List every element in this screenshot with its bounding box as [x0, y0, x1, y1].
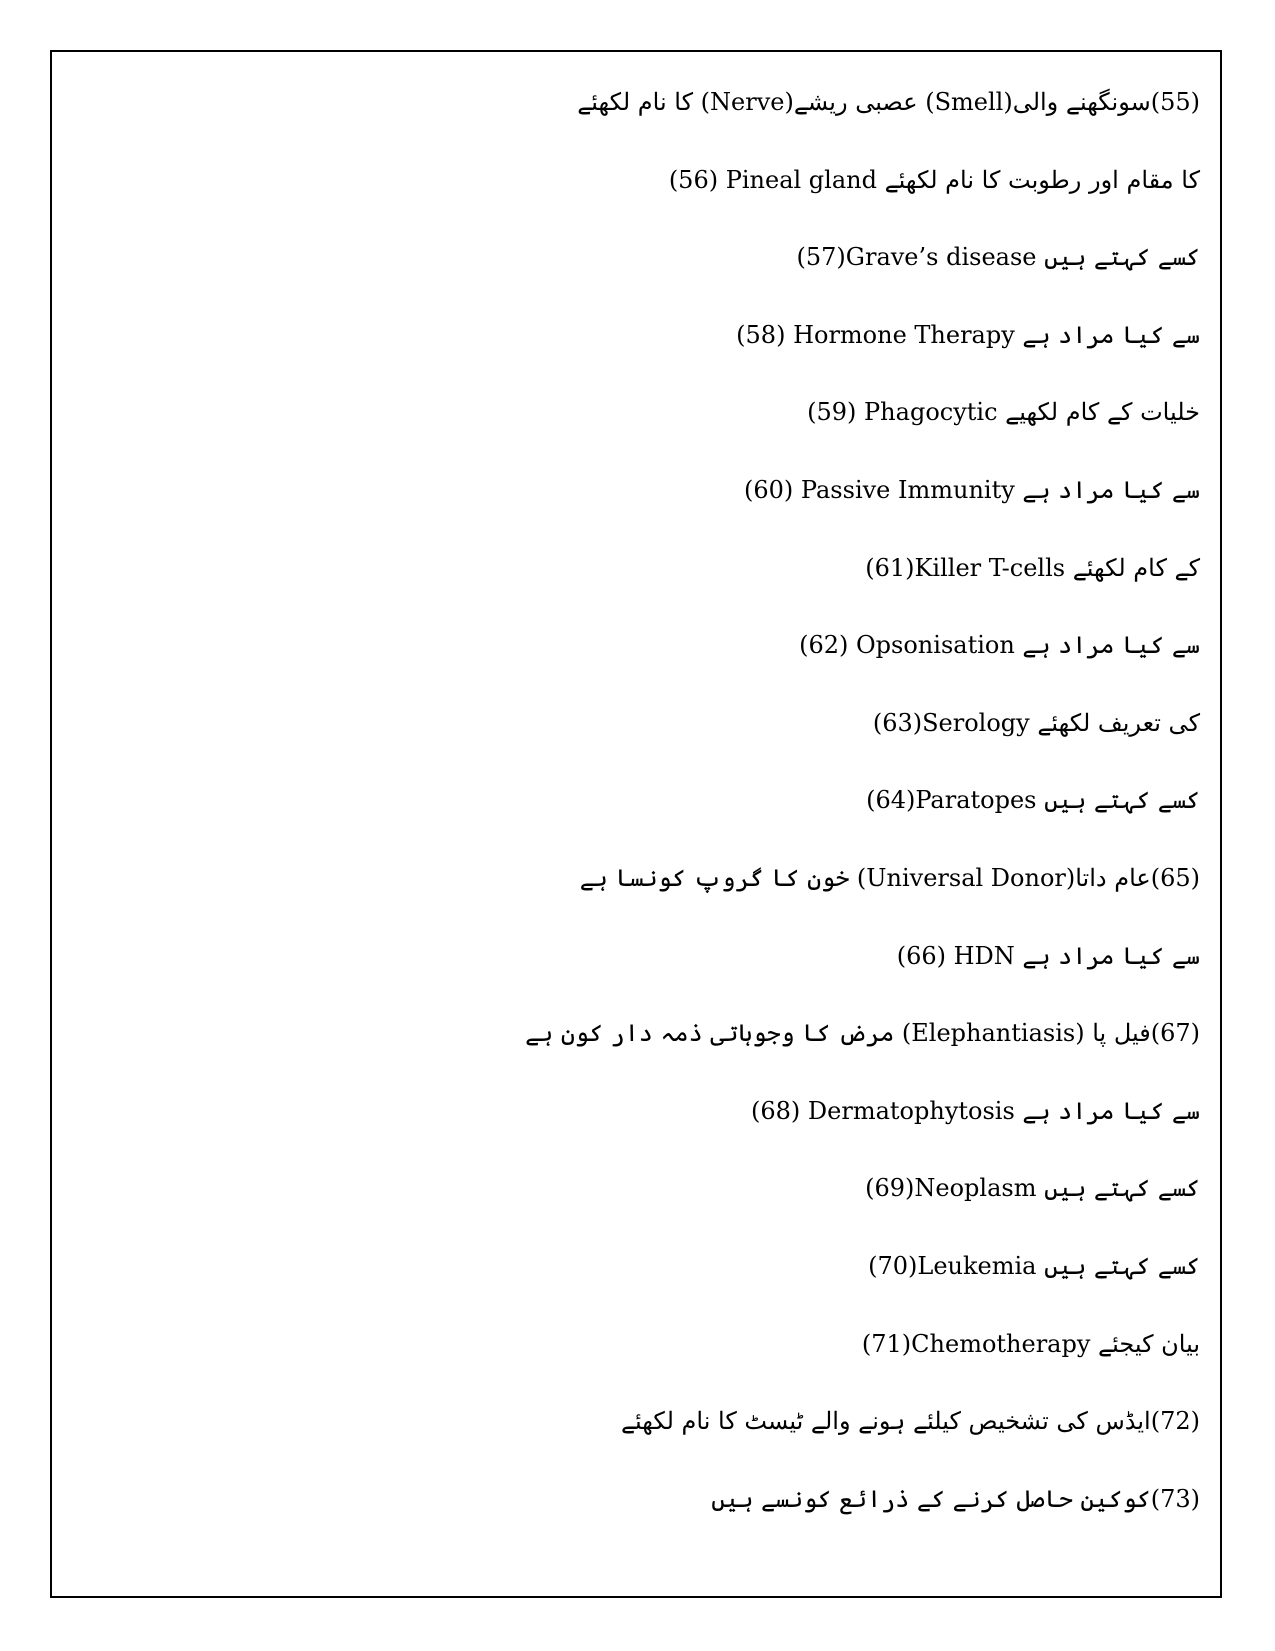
- question-text: (72)ایڈس کی تشخیص کیلئے ہونے والے ٹیسٹ کا نام لکھئے: [620, 1407, 1200, 1436]
- question-text: (59) Phagocytic خلیات کے کام لکھیے: [807, 398, 1200, 427]
- question-text: (58) Hormone Therapy سے کیا مراد ہے: [736, 320, 1200, 349]
- question-item-67: [50, 1013, 1200, 1091]
- question-item-56: [50, 160, 1200, 238]
- question-text: (73)کوکین حاصل کرنے کے ذرائع کونسے ہیں: [711, 1484, 1200, 1513]
- question-text: (62) Opsonisation سے کیا مراد ہے: [799, 631, 1200, 660]
- question-item-59: [50, 392, 1200, 470]
- question-item-71: [50, 1324, 1200, 1402]
- question-text: (68) Dermatophytosis سے کیا مراد ہے: [751, 1096, 1200, 1125]
- question-text: (63)Serology کی تعریف لکھئے: [872, 708, 1200, 737]
- question-item-58: [50, 315, 1200, 393]
- question-text: (56) Pineal gland کا مقام اور رطوبت کا نام لکھئے: [668, 165, 1200, 194]
- question-text: (64)Paratopes کسے کہتے ہیں: [866, 786, 1200, 815]
- question-item-62: [50, 625, 1200, 703]
- question-item-63: [50, 703, 1200, 781]
- question-item-64: [50, 780, 1200, 858]
- question-text: (65)عام داتا(Universal Donor) خون کا گروپ کونسا ہے: [579, 863, 1200, 892]
- question-text: (60) Passive Immunity سے کیا مراد ہے: [744, 475, 1200, 504]
- question-item-65: [50, 858, 1200, 936]
- question-item-57: [50, 237, 1200, 315]
- question-item-61: [50, 548, 1200, 626]
- question-item-68: [50, 1091, 1200, 1169]
- question-item-66: [50, 936, 1200, 1014]
- question-item-69: [50, 1168, 1200, 1246]
- question-item-60: [50, 470, 1200, 548]
- question-text: (70)Leukemia کسے کہتے ہیں: [868, 1251, 1200, 1280]
- question-list: [50, 82, 1200, 1556]
- question-text: (66) HDN سے کیا مراد ہے: [896, 941, 1200, 970]
- question-text: (55)سونگھنے والی(Smell) عصبی ریشے(Nerve) کا نام لکھئے: [577, 88, 1200, 116]
- question-item-73: [50, 1479, 1200, 1557]
- question-item-72: [50, 1401, 1200, 1479]
- question-text: (69)Neoplasm کسے کہتے ہیں: [865, 1174, 1200, 1203]
- question-text: (71)Chemotherapy بیان کیجئے: [861, 1329, 1200, 1358]
- question-item-55: [50, 82, 1200, 160]
- question-text: (57)Grave’s disease کسے کہتے ہیں: [796, 243, 1200, 272]
- question-text: (61)Killer T-cells کے کام لکھئے: [865, 553, 1200, 582]
- question-text: (67)فیل پا (Elephantiasis) مرض کا وجوہاتی ذمہ دار کون ہے: [525, 1019, 1200, 1048]
- question-item-70: [50, 1246, 1200, 1324]
